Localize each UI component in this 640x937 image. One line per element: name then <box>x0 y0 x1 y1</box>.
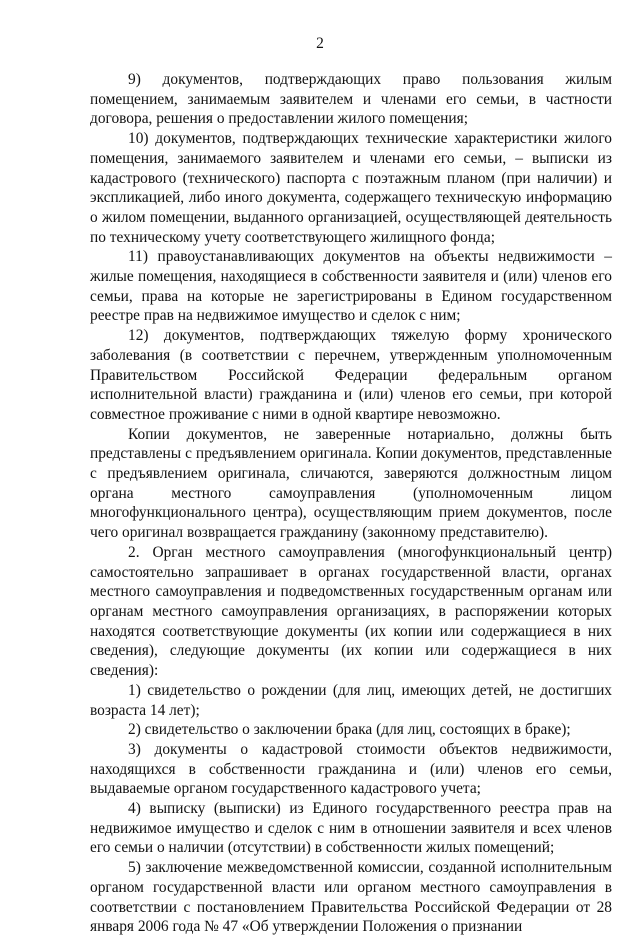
paragraph-subitem-1: 1) свидетельство о рождении (для лиц, имеющих детей, не достигших возраста 14 лет); <box>90 681 612 719</box>
paragraph-subitem-4: 4) выписку (выписки) из Единого государственного реестра прав на недвижимое имущество и сделок с ним в отношении заявителя и всех членов его семьи о наличии (отсутствии) в собственности жилых помещений; <box>90 800 612 857</box>
paragraph-subitem-5: 5) заключение межведомственной комиссии, созданной исполнительным органом государственной власти или органом местного самоуправления в соответствии с постановлением Правительства Российской Федерации от 28 января 2006 года № 47 «Об утверждении Положения о признании <box>90 859 612 936</box>
paragraph-subitem-3: 3) документы о кадастровой стоимости объектов недвижимости, находящихся в собственности гражданина и (или) членов его семьи, выдаваемые органом государственного кадастрового учета; <box>90 740 612 798</box>
paragraph-subitem-2: 2) свидетельство о заключении брака (для лиц, состоящих в браке); <box>128 721 571 739</box>
paragraph-item-10: 10) документов, подтверждающих технические характеристики жилого помещения, занимаемого заявителем и членами его семьи, – выписки из кадастрового (технического) паспорта с поэтажным планом (при наличии) и экспликацией, либо иного документа, содержащего техническую информацию о жилом помещении, выданного организацией, осуществляющей деятельность по техническому учету соответствующего жилищного фонда; <box>90 130 612 246</box>
paragraph-item-9: 9) документов, подтверждающих право пользования жилым помещением, занимаемым заявителем и членами его семьи, в частности договора, решения о предоставлении жилого помещения; <box>90 71 612 128</box>
document-body <box>90 70 612 937</box>
page-number: 2 <box>316 35 324 52</box>
paragraph-copies-requirements: Копии документов, не заверенные нотариально, должны быть представлены с предъявлением оригинала. Копии документов, представленные с предъявлением оригинала, сличаются, заверяются должностным лицом органа местного самоуправления (уполномоченным лицом многофункционального центра), осуществляющим прием документов, после чего оригинал возвращается гражданину (законному представителю). <box>90 425 612 542</box>
paragraph-item-12: 12) документов, подтверждающих тяжелую форму хронического заболевания (в соответствии с перечнем, утвержденным уполномоченным Правительством Российской Федерации федеральным органом исполнительной власти) гражданина и (или) членов его семьи, при которой совместное проживание с ними в одной квартире невозможно. <box>90 327 612 423</box>
paragraph-item-11: 11) правоустанавливающих документов на объекты недвижимости – жилые помещения, находящиеся в собственности заявителя и (или) членов его семьи, права на которые не зарегистрированы в Едином государственном реестре прав на недвижимое имущество и сделок с ним; <box>90 248 612 325</box>
paragraph-section-2: 2. Орган местного самоуправления (многофункциональный центр) самостоятельно запрашивает в органах государственной власти, органах местного самоуправления и подведомственных государственным органам или органам местного самоуправления организациях, в распоряжении которых находятся соответствующие документы (их копии или содержащиеся в них сведения), следующие документы (их копии или содержащиеся в них сведения): <box>90 543 612 680</box>
